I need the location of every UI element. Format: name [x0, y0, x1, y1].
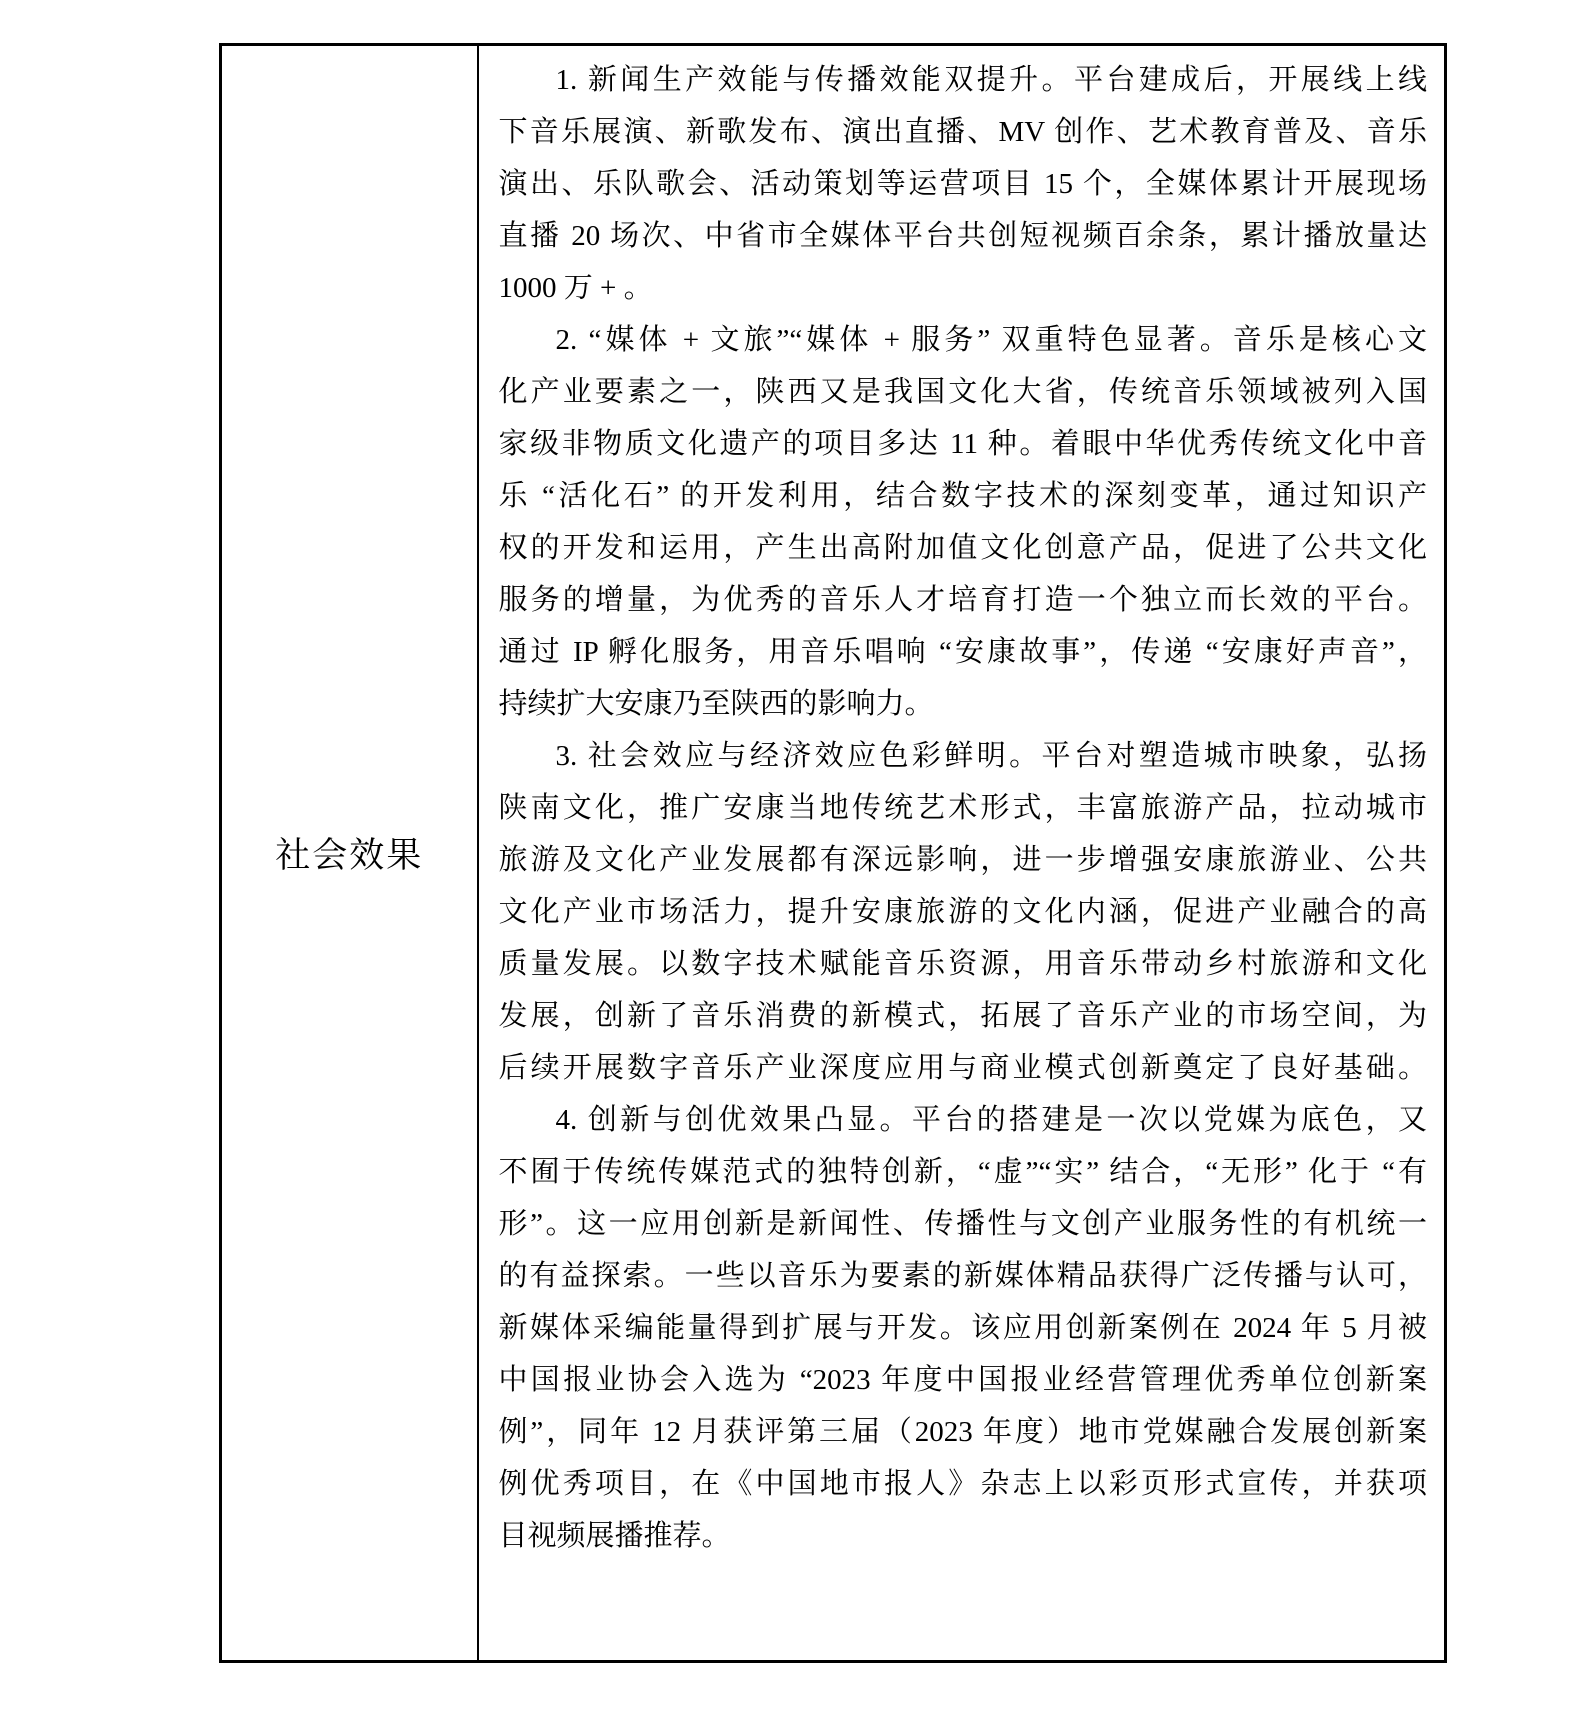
- text-line: 形”。这一应用创新是新闻性、传播性与文创产业服务性的有机统一: [498, 1208, 1427, 1240]
- text-line: 例优秀项目，在《中国地市报人》杂志上以彩页形式宣传，并获项: [498, 1468, 1427, 1500]
- row-label: 社会效果: [275, 836, 424, 875]
- text-line: 后续开展数字音乐产业深度应用与商业模式创新奠定了良好基础。: [498, 1052, 1427, 1084]
- text-line: 通过 IP 孵化服务，用音乐唱响 “安康故事”，传递 “安康好声音”，: [498, 636, 1427, 668]
- content-cell: [478, 45, 1446, 1662]
- text-line: 旅游及文化产业发展都有深远影响，进一步增强安康旅游业、公共: [498, 844, 1427, 876]
- text-line: 目视频展播推荐。: [498, 1520, 731, 1552]
- text-line: 4. 创新与创优效果凸显。平台的搭建是一次以党媒为底色，又: [555, 1104, 1427, 1136]
- text-line: 化产业要素之一，陕西又是我国文化大省，传统音乐领域被列入国: [498, 376, 1427, 408]
- text-line: 文化产业市场活力，提升安康旅游的文化内涵，促进产业融合的高: [498, 896, 1427, 928]
- text-line: 服务的增量，为优秀的音乐人才培育打造一个独立而长效的平台。: [498, 584, 1427, 616]
- text-line: 中国报业协会入选为 “2023 年度中国报业经营管理优秀单位创新案: [498, 1364, 1427, 1396]
- social-effect-table: [219, 43, 1447, 1663]
- table-row: [221, 45, 1446, 1662]
- text-line: 1. 新闻生产效能与传播效能双提升。平台建成后，开展线上线: [555, 64, 1427, 96]
- paragraph-container: [499, 54, 1428, 1562]
- text-line: 持续扩大安康乃至陕西的影响力。: [498, 688, 934, 720]
- text-line: 下音乐展演、新歌发布、演出直播、MV 创作、艺术教育普及、音乐: [498, 116, 1427, 148]
- text-line: 2. “媒体 + 文旅”“媒体 + 服务” 双重特色显著。音乐是核心文: [555, 324, 1427, 356]
- text-line: 1000 万 + 。: [498, 272, 653, 304]
- text-line: 质量发展。以数字技术赋能音乐资源，用音乐带动乡村旅游和文化: [498, 948, 1427, 980]
- text-line: 3. 社会效应与经济效应色彩鲜明。平台对塑造城市映象，弘扬: [555, 740, 1427, 772]
- text-line: 家级非物质文化遗产的项目多达 11 种。着眼中华优秀传统文化中音: [498, 428, 1427, 460]
- text-line: 发展，创新了音乐消费的新模式，拓展了音乐产业的市场空间，为: [498, 1000, 1427, 1032]
- text-line: 例”，同年 12 月获评第三届（2023 年度）地市党媒融合发展创新案: [498, 1416, 1427, 1448]
- text-line: 演出、乐队歌会、活动策划等运营项目 15 个，全媒体累计开展现场: [498, 168, 1427, 200]
- text-line: 权的开发和运用，产生出高附加值文化创意产品，促进了公共文化: [498, 532, 1427, 564]
- text-line: 乐 “活化石” 的开发利用，结合数字技术的深刻变革，通过知识产: [498, 480, 1427, 512]
- text-line: 陕南文化，推广安康当地传统艺术形式，丰富旅游产品，拉动城市: [498, 792, 1427, 824]
- text-line: 直播 20 场次、中省市全媒体平台共创短视频百余条，累计播放量达: [498, 220, 1427, 252]
- text-line: 新媒体采编能量得到扩展与开发。该应用创新案例在 2024 年 5 月被: [498, 1312, 1427, 1344]
- text-line: 不囿于传统传媒范式的独特创新，“虚”“实” 结合，“无形” 化于 “有: [498, 1156, 1427, 1188]
- row-label-cell: [221, 45, 478, 1662]
- text-line: 的有益探索。一些以音乐为要素的新媒体精品获得广泛传播与认可，: [498, 1260, 1427, 1292]
